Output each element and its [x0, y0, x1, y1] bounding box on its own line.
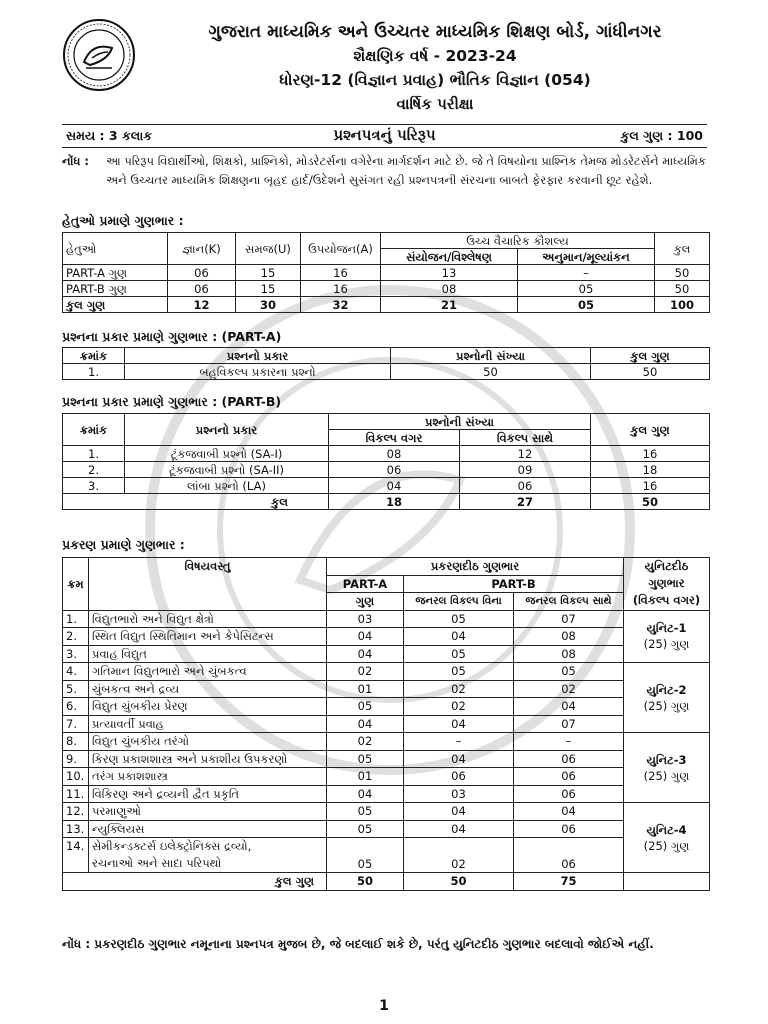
cell: 05 — [404, 663, 514, 681]
cell: 8. — [63, 733, 89, 751]
cell: 02 — [514, 680, 624, 698]
cell: 06 — [514, 820, 624, 838]
row-label: PART-B ગુણ — [63, 281, 168, 297]
footer-note: નોંધ : પ્રકરણદીઠ ગુણભાર નમૂનાના પ્રશ્નપત્ર મુજબ છે, જે બદલાઈ શકે છે, પરંતુ યુનિટદીઠ ગુણભાર બદલાવો જોઈએ નહીં. — [62, 937, 654, 951]
cell: 15 — [236, 281, 301, 297]
col-type: પ્રશ્નનો પ્રકાર — [125, 348, 391, 364]
objectives-table — [62, 232, 710, 313]
part-a-label: PART-A — [327, 575, 404, 593]
cell: 06 — [514, 750, 624, 768]
table-row — [63, 680, 710, 698]
cell: 50 — [655, 281, 710, 297]
cell: 04 — [404, 803, 514, 821]
cell: 5. — [63, 680, 89, 698]
cell: કિરણ પ્રકાશશાસ્ત્ર અને પ્રકાશીય ઉપકરણો — [89, 750, 327, 768]
col-no: ક્રમ — [63, 558, 89, 611]
cell: 50 — [591, 364, 710, 380]
table-row — [63, 446, 710, 462]
cell: વિદ્યુત ચુંબકીય તરંગો — [89, 733, 327, 751]
cell: પરમાણુઓ — [89, 803, 327, 821]
cell: 06 — [168, 281, 236, 297]
cell: 07 — [514, 715, 624, 733]
cell: 05 — [327, 750, 404, 768]
cell: 16 — [591, 478, 710, 494]
cell: 04 — [327, 628, 404, 646]
table-row — [63, 281, 710, 297]
cell: 50 — [591, 494, 710, 510]
cell: 03 — [327, 610, 404, 628]
cell: બહુવિકલ્પ પ્રકારના પ્રશ્નો — [125, 364, 391, 380]
unit-name: યુનિટ-2 — [646, 682, 687, 697]
unit-3 — [624, 733, 710, 803]
cell: 06 — [329, 462, 460, 478]
cell: 1. — [63, 446, 125, 462]
cell: 06 — [514, 838, 624, 873]
part-b-label: PART-B — [404, 575, 624, 593]
cell: 04 — [514, 698, 624, 716]
cell: 2. — [63, 462, 125, 478]
cell: વિદ્યુત ચુંબકીય પ્રેરણ — [89, 698, 327, 716]
cell: 12 — [168, 297, 236, 313]
table-row — [63, 698, 710, 716]
table-row — [63, 803, 710, 821]
table-row — [63, 645, 710, 663]
cell: 7. — [63, 715, 89, 733]
col-chapterwise: પ્રકરણદીઠ ગુણભાર — [327, 558, 624, 576]
cell: ટૂંકજવાબી પ્રશ્નો (SA-II) — [125, 462, 329, 478]
cell: 02 — [404, 698, 514, 716]
cell: ન્યુક્લિયસ — [89, 820, 327, 838]
cell: વિકિરણ અને દ્રવ્યની દ્વૈત પ્રકૃતિ — [89, 785, 327, 803]
cell: 6. — [63, 698, 89, 716]
cell: 18 — [591, 462, 710, 478]
sub-without: જનરલ વિકલ્પ વિના — [404, 593, 514, 611]
col-total: કુલ ગુણ — [591, 348, 710, 364]
cell: 01 — [327, 680, 404, 698]
total-marks: કુલ ગુણ : 100 — [620, 128, 703, 143]
col-count: પ્રશ્નોની સંખ્યા — [391, 348, 591, 364]
unit-name: યુનિટ-4 — [646, 822, 687, 837]
cell: 16 — [591, 446, 710, 462]
cell: પ્રવાહ વિદ્યુત — [89, 645, 327, 663]
chapters-heading: પ્રકરણ પ્રમાણે ગુણભાર : — [62, 537, 185, 552]
cell: 15 — [236, 265, 301, 281]
col-count: પ્રશ્નોની સંખ્યા — [329, 414, 591, 430]
unit-4 — [624, 803, 710, 873]
cell: 06 — [514, 785, 624, 803]
cell: – — [518, 265, 655, 281]
cell: 50 — [655, 265, 710, 281]
cell: 05 — [327, 838, 404, 873]
cell: 32 — [301, 297, 381, 313]
cell: 04 — [514, 803, 624, 821]
exam-title: વાર્ષિક પરીક્ષા — [396, 95, 474, 113]
unit-marks: (25) ગુણ — [643, 637, 690, 652]
blueprint-strip — [62, 124, 707, 148]
col-understanding: સમજ(U) — [236, 233, 301, 265]
cell: 9. — [63, 750, 89, 768]
cell: ચુંબકત્વ અને દ્રવ્ય — [89, 680, 327, 698]
col-no: ક્રમાંક — [63, 348, 125, 364]
board-logo-icon — [62, 18, 136, 92]
cell: 11. — [63, 785, 89, 803]
cell: 06 — [168, 265, 236, 281]
table-row — [63, 820, 710, 838]
cell: સ્થિત વિદ્યુત સ્થિતિમાન અને કેપેસિટન્સ — [89, 628, 327, 646]
table-row — [63, 478, 710, 494]
cell: 50 — [327, 873, 404, 891]
chapters-table — [62, 557, 710, 891]
unit-1 — [624, 610, 710, 663]
cell: 3. — [63, 645, 89, 663]
sum-label: કુલ — [63, 494, 329, 510]
cell: 05 — [404, 610, 514, 628]
cell: 05 — [404, 645, 514, 663]
col-no: ક્રમાંક — [63, 414, 125, 446]
cell: 12. — [63, 803, 89, 821]
cell: 04 — [327, 715, 404, 733]
table-row — [63, 364, 710, 380]
cell: 2. — [63, 628, 89, 646]
unit-name: યુનિટ-1 — [646, 621, 687, 636]
document-header — [140, 20, 730, 116]
intro-note — [62, 152, 707, 187]
unit-marks: (25) ગુણ — [643, 768, 690, 783]
unitwise-title: યુનિટદીઠ ગુણભાર — [644, 559, 689, 591]
table-row — [63, 715, 710, 733]
cell: 06 — [514, 768, 624, 786]
cell: 50 — [404, 873, 514, 891]
part-a-heading: પ્રશ્નના પ્રકાર પ્રમાણે ગુણભાર : (PART-A) — [62, 329, 282, 344]
cell: 1. — [63, 610, 89, 628]
table-row — [63, 462, 710, 478]
cell: 03 — [404, 785, 514, 803]
table-row — [63, 265, 710, 281]
cell-empty — [624, 873, 710, 891]
cell: 02 — [404, 680, 514, 698]
col-unitwise — [624, 558, 710, 611]
cell: 05 — [327, 820, 404, 838]
cell: લાંબા પ્રશ્નો (LA) — [125, 478, 329, 494]
cell: 13 — [381, 265, 518, 281]
table-row — [63, 750, 710, 768]
col-hots: ઉચ્ચ વૈચારિક કૌશલ્ય — [381, 233, 655, 249]
row-label: કુલ ગુણ — [63, 297, 168, 313]
table-row — [63, 628, 710, 646]
cell: – — [404, 733, 514, 751]
row-label: PART-A ગુણ — [63, 265, 168, 281]
unit-marks: (25) ગુણ — [643, 838, 690, 853]
unitwise-sub: (વિકલ્પ વગર) — [632, 593, 701, 608]
cell: ટૂંકજવાબી પ્રશ્નો (SA-I) — [125, 446, 329, 462]
sub-analysis: સંયોજન/વિશ્લેષણ — [381, 249, 518, 265]
cell: 100 — [655, 297, 710, 313]
cell: વિદ્યુતભારો અને વિદ્યુત ક્ષેત્રો — [89, 610, 327, 628]
unit-name: યુનિટ-3 — [646, 752, 687, 767]
cell: 05 — [514, 663, 624, 681]
sum-label: કુલ ગુણ — [63, 873, 327, 891]
col-application: ઉપયોજન(A) — [301, 233, 381, 265]
table-row-total — [63, 494, 710, 510]
table-row — [63, 838, 710, 873]
table-row — [63, 785, 710, 803]
cell: ગતિમાન વિદ્યુતભારો અને ચુંબકત્વ — [89, 663, 327, 681]
cell: 4. — [63, 663, 89, 681]
blueprint-title: પ્રશ્નપત્રનું પરિરૂપ — [333, 126, 436, 144]
cell: 75 — [514, 873, 624, 891]
col-total: કુલ ગુણ — [591, 414, 710, 446]
cell: 06 — [404, 768, 514, 786]
table-row — [63, 610, 710, 628]
cell: 01 — [327, 768, 404, 786]
table-row-total — [63, 297, 710, 313]
cell: 02 — [404, 838, 514, 873]
cell: 04 — [329, 478, 460, 494]
cell: 1. — [63, 364, 125, 380]
cell: 05 — [327, 803, 404, 821]
table-row — [63, 768, 710, 786]
cell: 27 — [460, 494, 591, 510]
sub-without: વિકલ્પ વગર — [329, 430, 460, 446]
sub-marks: ગુણ — [327, 593, 404, 611]
cell: 04 — [404, 750, 514, 768]
cell: તરંગ પ્રકાશશાસ્ત્ર — [89, 768, 327, 786]
cell: 06 — [460, 478, 591, 494]
col-knowledge: જ્ઞાન(K) — [168, 233, 236, 265]
cell — [89, 838, 327, 873]
cell: 3. — [63, 478, 125, 494]
cell: – — [514, 733, 624, 751]
cell: 05 — [518, 281, 655, 297]
table-row — [63, 663, 710, 681]
part-a-table — [62, 347, 710, 380]
col-objectives: હેતુઓ — [63, 233, 168, 265]
content-line-2: રચનાઓ અને સાદા પરિપથો — [92, 856, 222, 870]
cell: 18 — [329, 494, 460, 510]
cell: 04 — [404, 715, 514, 733]
col-total: કુલ — [655, 233, 710, 265]
cell: 05 — [518, 297, 655, 313]
sub-evaluation: અનુમાન/મૂલ્યાંકન — [518, 249, 655, 265]
sub-with: વિકલ્પ સાથે — [460, 430, 591, 446]
cell: 14. — [63, 838, 89, 873]
unit-2 — [624, 663, 710, 733]
content-line-1: સેમીકન્ડક્ટર્સ ઇલેક્ટ્રોનિક્સ દ્રવ્યો, — [92, 839, 252, 853]
col-content: વિષયવસ્તુ — [89, 558, 327, 611]
table-row-total — [63, 873, 710, 891]
cell: પ્રત્યાવર્તી પ્રવાહ — [89, 715, 327, 733]
sub-with: જનરલ વિકલ્પ સાથે — [514, 593, 624, 611]
cell: 13. — [63, 820, 89, 838]
cell: 02 — [327, 733, 404, 751]
cell: 08 — [381, 281, 518, 297]
part-b-heading: પ્રશ્નના પ્રકાર પ્રમાણે ગુણભાર : (PART-B) — [62, 394, 282, 409]
cell: 21 — [381, 297, 518, 313]
note-label: નોંધ : — [62, 154, 89, 168]
cell: 05 — [327, 698, 404, 716]
cell: 08 — [329, 446, 460, 462]
board-name: ગુજરાત માધ્યમિક અને ઉચ્ચતર માધ્યમિક શિક્ષણ બોર્ડ, ગાંધીનગર — [208, 22, 662, 42]
subject-title: ધોરણ-12 (વિજ્ઞાન પ્રવાહ) ભૌતિક વિજ્ઞાન (054) — [279, 71, 591, 89]
cell: 50 — [391, 364, 591, 380]
cell: 02 — [327, 663, 404, 681]
page-number: 1 — [379, 998, 389, 1014]
academic-year: શૈક્ષણિક વર્ષ - 2023-24 — [353, 47, 517, 65]
cell: 16 — [301, 281, 381, 297]
cell: 04 — [327, 785, 404, 803]
cell: 10. — [63, 768, 89, 786]
cell: 08 — [514, 645, 624, 663]
cell: 16 — [301, 265, 381, 281]
cell: 04 — [404, 628, 514, 646]
cell: 30 — [236, 297, 301, 313]
col-type: પ્રશ્નનો પ્રકાર — [125, 414, 329, 446]
cell: 04 — [404, 820, 514, 838]
table-row — [63, 733, 710, 751]
cell: 09 — [460, 462, 591, 478]
cell: 08 — [514, 628, 624, 646]
exam-duration: સમય : 3 કલાક — [66, 128, 153, 143]
note-text: આ પરિરૂપ વિદ્યાર્થીઓ, શિક્ષકો, પ્રાશ્નિકો, મોડરેટર્સના વગેરેના માર્ગદર્શન માટે છે. જે તે વિષયોના પ્રાશ્નિક તેમજ મોડરેટર્સને માધ્યમિક અને ઉચ્ચતર માધ્યમિક શિક્ષણના બૃહદ હાર્દ/ઉદેશને સુસંગત રહી પ્રશ્નપત્રની સંરચના બાબતે ફેરફાર કરવાની છૂટ રહેશે. — [106, 154, 706, 187]
unit-marks: (25) ગુણ — [643, 698, 690, 713]
cell: 12 — [460, 446, 591, 462]
cell: 07 — [514, 610, 624, 628]
objectives-heading: હેતુઓ પ્રમાણે ગુણભાર : — [62, 213, 184, 228]
part-b-table — [62, 413, 710, 510]
cell: 04 — [327, 645, 404, 663]
